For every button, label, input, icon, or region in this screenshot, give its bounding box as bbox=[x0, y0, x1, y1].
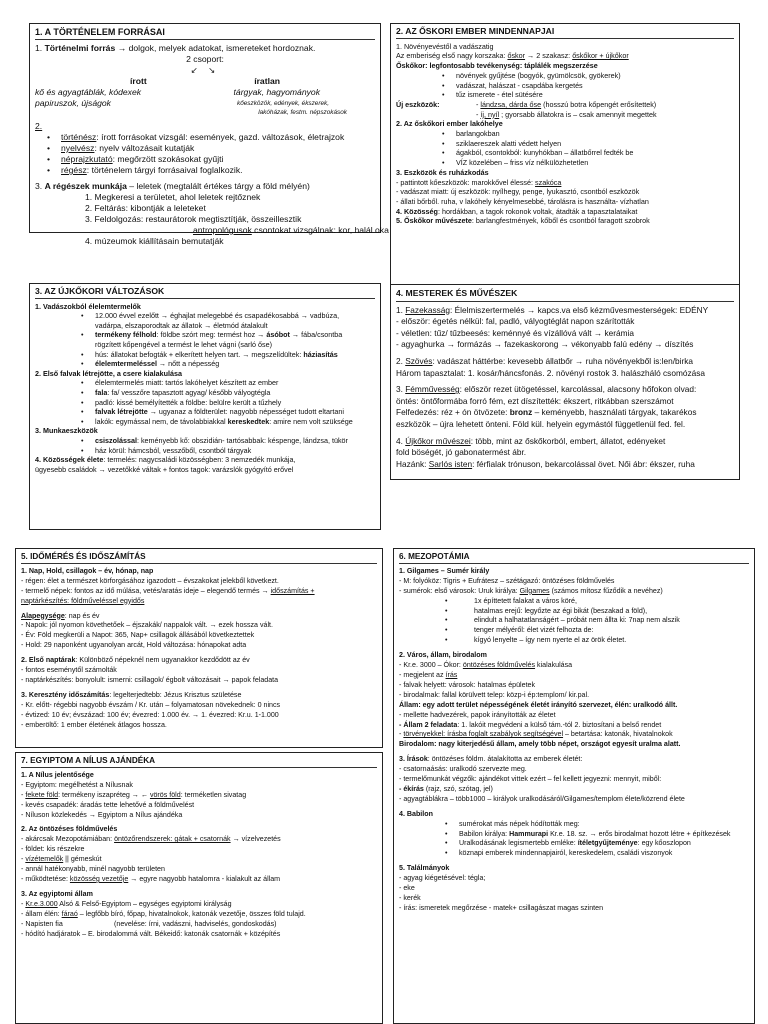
b1-definition: 1. Történelmi forrás → dolgok, melyek adatokat, ismereteket hordoznak. bbox=[35, 43, 316, 53]
b1-arrows: ↙ ↘ bbox=[190, 65, 220, 75]
b2-lakohely-2: • sziklaereszek alatti védett helyen bbox=[396, 139, 734, 149]
b5-line-3: naptárkészítés: földműveléssel egyidős bbox=[21, 596, 145, 605]
b1-examples-row1 bbox=[35, 87, 375, 98]
b2-bullet-1: • növények gyűjtése (bogyók, gyümölcsök, gyökerek) bbox=[396, 71, 734, 81]
b2-eszkoz-1: - pattintott kőeszközök: marokkővel élessé: szakóca bbox=[396, 177, 562, 187]
b1-step-1: 1. Megkeresi a területet, ahol leletek rejtőznek bbox=[85, 192, 261, 202]
b4-szoves: 2. Szövés: vadászat háttérbe: kevesebb állatbőr → ruha növényekből is:len/birka bbox=[396, 355, 694, 366]
b3-munka-1: • csiszolással: keményebb kő: obszidián- tartósabbak: késpenge, lándzsa, tükör bbox=[35, 436, 375, 446]
b5-line-8: - fontos eseménytől számolták bbox=[21, 666, 117, 675]
b2-muveszet: 5. Őskőkor művészete: barlangfestmények, kőből és csontból faragott szobrok bbox=[396, 216, 650, 226]
b3-falvak-1: • élelemtermelés miatt: tartós lakóhelyet készített az ember bbox=[35, 378, 375, 388]
b6-line-16: - agyag kiégetésével: tégla; bbox=[399, 874, 486, 883]
b3-falvak-5: • lakók: egymással nem, de távolabbiakkal kereskedtek: amire nem volt szüksége bbox=[35, 417, 375, 427]
b3-bullet-3: • hús: állatokat befogták + elkerített helyen tart. → megszelídültek: háziasítás bbox=[35, 350, 375, 360]
b2-lakohely-3: • ágakból, csontokból: kunyhókban – állatbőrrel fedték be bbox=[396, 148, 734, 158]
b2-line-3: Őskőkor: legfontosabb tevékenység: táplálék megszerzése bbox=[396, 61, 598, 71]
b3-section-4: 4. Közösségek élete: termelés: nagycsaládi közösségben: 3 nemzedék munkája, bbox=[35, 455, 296, 465]
b6-gilgames-3: • elindult a halhatatlanságért – próbát nem állta ki: 7nap nem alszik bbox=[399, 616, 749, 626]
b5-line-11: - évtized: 10 év; évszázad: 100 év; évezred: 1.000 év. → 1. évezred: Kr.u. 1-1.000 bbox=[21, 710, 279, 719]
b3-munka-2: • ház körül: hámcsból, vesszőből, csontból tárgyak bbox=[35, 446, 375, 456]
b4-line-2: - először: égetés nélkül: fal, padló, vályogtéglát napon szárították bbox=[396, 316, 635, 327]
b2-eszkoz-3: - állati bőrből. ruha, v lakóhely kényelmesebbé, tárolásra is használta- vízhatlan bbox=[396, 196, 649, 206]
b6-gilgames-2: • hatalmas erejű: legyőzte az égi bikát (beszakad a föld), bbox=[399, 607, 749, 617]
b1-iratlan-ex2: kőeszközök, edények, ékszerek, bbox=[237, 100, 329, 107]
b5-line-1: - régen: élet a természet körforgásához igazodott – évszakokat jelekből következt. bbox=[21, 576, 279, 585]
b3-falvak-2: • fala: fa/ vesszőre tapasztott agyag/ később vályogtégla bbox=[35, 388, 375, 398]
section-4-mesterek-es-muveszek bbox=[390, 284, 740, 480]
b3-bullet-1: • 12.000 évvel ezelőtt → éghajlat melegebbé és csapadékosabbá → vadbúza, bbox=[35, 311, 375, 321]
b2-lakohely-1: • barlangokban bbox=[396, 129, 734, 139]
b6-section-2: 2. Város, állam, birodalom bbox=[399, 651, 487, 660]
b7-line-10: - Kr.e.3.000 Alsó & Felső-Egyiptom – egységes egyiptomi királyság bbox=[21, 899, 232, 908]
b4-line-12: fold böségét, jó gabonatermést ábr. bbox=[396, 447, 527, 458]
b4-line-9: Felfedezés: réz + ón ötvözete: bronz – keményebb, használati tárgyak, takarékos bbox=[396, 407, 697, 418]
section-5-title: 5. IDŐMÉRÉS ÉS IDŐSZÁMÍTÁS bbox=[21, 552, 377, 564]
b6-line-15: - agyagtáblákra – több1000 – királyok uralkodásáról/Gilgames/templom élete/közrend élete bbox=[399, 794, 685, 803]
b6-section-3: 3. Írások: öntözéses földm. átalakította az emberek életét: bbox=[399, 755, 583, 764]
b4-line-8: öntés: öntőformába forró fém, ezt díszítették: ékszert, ritkábban szerszámot bbox=[396, 395, 674, 406]
b6-section-1: 1. Gilgames – Sumér király bbox=[399, 566, 490, 575]
b6-line-3: - Kr.e. 3000 – Ókor: öntözéses földművelés kialakulása bbox=[399, 661, 573, 670]
b5-section-1: 1. Nap, Hold, csillagok – év, hónap, nap bbox=[21, 566, 154, 575]
b6-line-4: - megjelent az írás bbox=[399, 670, 458, 679]
b3-section-2: 2. Első falvak létrejötte, a csere kialakulása bbox=[35, 368, 183, 378]
b5-line-2: - termelő népek: fontos az idő múlása, vetés/aratás ideje – elegendő termés → időszámítás + bbox=[21, 586, 315, 595]
b6-line-6: - birodalmak: fallal körülvett telep: közp-i ép:templom/ kir.pal. bbox=[399, 690, 590, 699]
b6-line-1: - M: folyóköz: Tigris + Eufrátesz – szétágazó: öntözéses földművelés bbox=[399, 576, 615, 585]
b6-line-5: - falvak helyett: városok: hatalmas épületek bbox=[399, 680, 536, 689]
b5-line-7: - Hold: 29 naponként ugyanolyan arcát, Hold változása: hónapokat adta bbox=[21, 641, 247, 650]
b3-bullet-1-cont: vadárpa, elszaporodtak az állatok → életmód átalakult bbox=[95, 320, 268, 330]
b6-gilgames-4: • tenger mélyéről: élet vizét felhozta de: bbox=[399, 626, 749, 636]
b7-line-1: - Egyiptom: megélhetést a Nílusnak bbox=[21, 780, 133, 789]
b7-section-3: 3. Az egyiptomi állam bbox=[21, 889, 93, 898]
b5-line-9: - naptárkészítés: bonyolult: ismerni: csillagok/ égbolt változásait → papok feladata bbox=[21, 675, 279, 684]
b2-lakohely-4: • VÍZ közelében – friss víz nélkülözhetetlen bbox=[396, 158, 734, 168]
b1-irott-ex2: papiruszok, újságok bbox=[35, 98, 111, 108]
b1-irott: írott bbox=[130, 76, 147, 86]
b7-line-11: - állam élén: fáraó – legfőbb bíró, főpap, hivatalnokok, katonák vezetője, összes föld tulajd. bbox=[21, 909, 306, 918]
b1-step-3: 3. Feldolgozás: restaurátorok megtisztítják, összeillesztik bbox=[85, 214, 302, 224]
b7-line-8: - annál hatékonyabb, minél nagyobb területen bbox=[21, 865, 165, 874]
b7-line-13: - hódító hadjáratok – E. birodalommá vált. Békeidő: katonák csatornák + középítés bbox=[21, 929, 281, 938]
b3-bullet-2: • termékeny félhold: földbe szórt meg: termést hoz → ásóbot → fába/csontba bbox=[35, 330, 375, 340]
b1-examples-row2 bbox=[35, 98, 375, 109]
section-1-tortenelem-forrasai bbox=[29, 23, 389, 246]
b6-line-7: Állam: egy adott terület népességének életét irányító szervezet, élén: uralkodó állt. bbox=[399, 700, 678, 709]
b7-section-1: 1. A Nílus jelentősége bbox=[21, 770, 94, 779]
b2-kozosseg: 4. Közösség: hordákban, a tagok rokonok voltak, átadták a tapasztalataikat bbox=[396, 206, 638, 216]
b7-line-9: - működtetése: közösség vezetője → egyre nagyobb hatalomra - kialakult az állam bbox=[21, 874, 281, 883]
b1-irott-ex1: kő és agyagtáblák, kódexek bbox=[35, 87, 142, 97]
b5-section-2: 2. Első naptárak: Különböző népeknél nem ugyanakkor kezdődött az év bbox=[21, 656, 250, 665]
b5-line-12: - emberöltő: 1 ember életének átlagos hossza. bbox=[21, 720, 167, 729]
section-2-title: 2. AZ ŐSKORI EMBER MINDENNAPJAI bbox=[396, 27, 734, 39]
b1-item-regesz: • régész: történelem tárgyi forrásaival foglalkozik. bbox=[35, 165, 375, 176]
b4-femmuvesseg: 3. Fémművesség: először rezet ütögetéssel, karcolással, alacsony hőfokon olvad: bbox=[396, 384, 697, 395]
b6-line-14: - ékírás (rajz, szó, szótag, jel) bbox=[399, 784, 493, 793]
b1-iratlan: íratlan bbox=[254, 76, 280, 86]
b1-item-neprajzkutato: • néprajzkutató: megőrzött szokásokat gyűjti bbox=[35, 154, 375, 165]
b7-line-5: - akárcsak Mezopotámiában: öntözőrendszerek: gátak + csatornák → vízelvezetés bbox=[21, 835, 281, 844]
b4-ujkokor-muveszei: 4. Újkőkor művészei: több, mint az őskőkorból, embert, állatot, edényeket bbox=[396, 435, 666, 446]
b6-babilon-3: • Uralkodásának legismertebb emléke: ítéletgyűjteménye: egy kőoszlopon bbox=[399, 839, 749, 849]
b6-babilon-4: • köznapi emberek mindennapjairól, kereskedelem, családi viszonyok bbox=[399, 849, 749, 859]
b1-groups bbox=[35, 76, 375, 87]
b5-alapegyseg: Alapegysége: nap és év bbox=[21, 611, 100, 620]
b1-regeszek-munkaja: 3. A régészek munkája – leletek (megtalált értékes tárgy a föld mélyén) bbox=[35, 181, 310, 191]
section-7-egyiptom bbox=[15, 752, 383, 1024]
b6-line-18: - kerék bbox=[399, 894, 421, 902]
section-3-title: 3. AZ ÚJKŐKORI VÁLTOZÁSOK bbox=[35, 287, 375, 299]
b5-line-6: - Év: Föld megkerüli a Napot: 365, Nap+ csillagok állásából következtettek bbox=[21, 631, 255, 640]
section-3-ujkokori-valtozasok bbox=[29, 283, 381, 530]
b1-number-2: 2. bbox=[35, 121, 43, 131]
b6-babilon-2: • Babilon királya: Hammurapi Kr.e. 18. sz. → erős birodalmat hozott létre + építkezések bbox=[399, 830, 749, 840]
b6-line-8: - mellette hadvezérek, papok irányították az életet bbox=[399, 710, 556, 719]
b7-line-7: - vízétemelők || gémeskút bbox=[21, 855, 102, 864]
b1-step-3b: antropológusok csontokat vizsgálnak: kor, halál oka bbox=[193, 225, 389, 235]
b3-section-1: 1. Vadászokból élelemtermelők bbox=[35, 301, 141, 311]
b7-section-2: 2. Az öntözéses földművelés bbox=[21, 825, 118, 834]
b6-gilgames-5: • kígyó lenyelte – így nem nyerte el az örök életet. bbox=[399, 636, 749, 646]
b6-line-9: - Állam 2 feladata: 1. lakóit megvédeni a külső tám.-tól 2. biztosítani a belső rendet bbox=[399, 720, 662, 729]
b5-line-5: - Napok: jól nyomon követhetőek – éjszakák/ nappalok vált. → ezek hossza vált. bbox=[21, 621, 273, 630]
b2-bullet-2: • vadászat, halászat - csapdába kergetés bbox=[396, 81, 734, 91]
b1-step-2: 2. Feltárás: kibontják a leleteket bbox=[85, 203, 206, 213]
b6-babilon-1: • sumérokat más népek hódították meg: bbox=[399, 820, 749, 830]
b1-item-nyelvesz: • nyelvész: nyelv változásait kutatják bbox=[35, 143, 375, 154]
b2-section-2: 2. Az őskőkori ember lakóhelye bbox=[396, 119, 503, 129]
section-6-mezopotamia bbox=[393, 548, 755, 1024]
b7-line-4: - Níluson közlekedés → Egyiptom a Nílus ajándéka bbox=[21, 810, 183, 819]
b4-fazekassag: 1. Fazekasság: Élelmiszertermelés → kapcs.va első kézművesmesterségek: EDÉNY bbox=[396, 304, 709, 315]
b7-line-3: - kevés csapadék: áradás tette lehetővé a földművelést bbox=[21, 800, 195, 809]
b4-line-10: eszközök – újra lehetett önteni. Föld kül. helyein egymástól függetlenül fed. fel. bbox=[396, 418, 686, 429]
b2-section-3: 3. Eszközök és ruházkodás bbox=[396, 167, 489, 177]
b7-line-6: - földet: kis részekre bbox=[21, 845, 85, 854]
section-1-title: 1. A TÖRTÉNELEM FORRÁSAI bbox=[35, 27, 375, 40]
b2-line-2: Az emberiség első nagy korszaka: őskor → 2 szakasz: őskőkor + újkőkor bbox=[396, 51, 629, 61]
b1-step-4: 4. múzeumok kiállításain bemutatják bbox=[85, 236, 224, 246]
b2-line-1: 1. Növényevéstől a vadászatig bbox=[396, 41, 494, 51]
b3-falvak-3: • padló: kissé bemélyítették a földbe: belülre került a tűzhely bbox=[35, 398, 375, 408]
b6-line-10: - törvényekkel: írásba foglalt szabályok segítségével – betartása: katonák, hivatalnokok bbox=[399, 730, 673, 739]
b1-iratlan-ex3: lakóházak, festm. népszokások bbox=[258, 109, 347, 116]
b6-section-5: 5. Találmányok bbox=[399, 864, 450, 873]
section-5-idomeres bbox=[15, 548, 383, 748]
b2-eszkoz-2: - vadászat miatt: új eszközök: nyílhegy, penge, lyukasztó, csontból eszközök bbox=[396, 187, 640, 197]
b6-line-11: Birodalom: nagy kiterjedésű állam, amely több népet, országot egyesít uralma alatt. bbox=[399, 740, 681, 749]
b6-line-17: - eke bbox=[399, 884, 415, 893]
b7-line-2: - fekete föld: termékeny iszapréteg → ← vörös föld: terméketlen sivatag bbox=[21, 790, 247, 799]
b4-line-3: - véletlen: tűz/ tűzbeesés: keménnyé és vízállóvá vált → kerámia bbox=[396, 327, 634, 338]
b3-section-4-cont: ügyesebb családok → vezetőkké váltak + fontos tagok: varázslók gyógyító erővel bbox=[35, 464, 294, 474]
b1-two-groups: 2 csoport: bbox=[186, 54, 224, 64]
b6-section-4: 4. Babilon bbox=[399, 809, 433, 818]
b4-line-6: Három tapasztalat: 1. kosár/háncsfonás. 2. növényi rostok 3. halászháló csomózása bbox=[396, 367, 705, 378]
b4-line-4: - agyaghurka → formázás → fazekaskorong → vékonyabb falú edény → díszítés bbox=[396, 339, 694, 350]
b1-item-torteneszek: • történész: írott forrásokat vizsgál: események, gazd. változások, életrajzok bbox=[35, 132, 375, 143]
b2-uj-eszkozok-2: - íj, nyíl ; gyorsabb állatokra is – csak amennyit megettek bbox=[476, 109, 657, 119]
section-7-title: 7. EGYIPTOM A NÍLUS AJÁNDÉKA bbox=[21, 756, 377, 768]
b2-bullet-3: • tűz ismerete - étel sütésére bbox=[396, 90, 734, 100]
b6-line-19: - írás: ismeretek megőrzése - matek+ csillagászat magas szinten bbox=[399, 903, 604, 912]
b6-line-12: - csatornaásás: uralkodó szervezte meg. bbox=[399, 765, 527, 774]
b2-uj-eszkozok: Új eszközök: - lándzsa, dárda őse (hosszú botra kőpengét erősítettek) bbox=[396, 99, 657, 109]
b6-line-2: - sumérok: első városok: Uruk királya: Gilgames (számos mítosz fűződik a nevéhez) bbox=[399, 586, 663, 595]
b7-line-12: - Napisten fia (nevelése: írni, vadászni, hadviselés, gondoskodás) bbox=[21, 919, 277, 928]
b3-section-3: 3. Munkaeszközök bbox=[35, 426, 98, 436]
b4-line-13: Hazánk: Sarlós isten: férfialak trónuson, bekarcolással övet. Női ábr: ékszer, ruha bbox=[396, 458, 695, 469]
b3-bullet-4: • élelemtermeléssel → nőtt a népesség bbox=[35, 359, 375, 369]
section-4-title: 4. MESTEREK ÉS MŰVÉSZEK bbox=[396, 288, 734, 302]
section-6-title: 6. MEZOPOTÁMIA bbox=[399, 552, 749, 564]
b6-gilgames-1: • 1x építtetett falakat a város köré, bbox=[399, 597, 749, 607]
b5-line-10: - Kr. előtt- régebbi nagyobb évszám / Kr. után – folyamatosan növekednek: 0 nincs bbox=[21, 700, 281, 709]
b6-line-13: - termelőmunkát végzők: ajándékot vittek ezért – fel kellett jegyezni: mennyit, miből: bbox=[399, 775, 662, 784]
b1-iratlan-ex1: tárgyak, hagyományok bbox=[233, 87, 320, 97]
b3-falvak-4: • falvak létrejötte → ugyanaz a földterület: nagyobb népességet tudott eltartani bbox=[35, 407, 375, 417]
b5-section-3: 3. Keresztény időszámítás: legelterjedtebb: Jézus Krisztus születése bbox=[21, 690, 242, 699]
b3-bullet-2-cont: rögzített kőpengével a termést le lehet vágni (sarló őse) bbox=[95, 339, 272, 349]
